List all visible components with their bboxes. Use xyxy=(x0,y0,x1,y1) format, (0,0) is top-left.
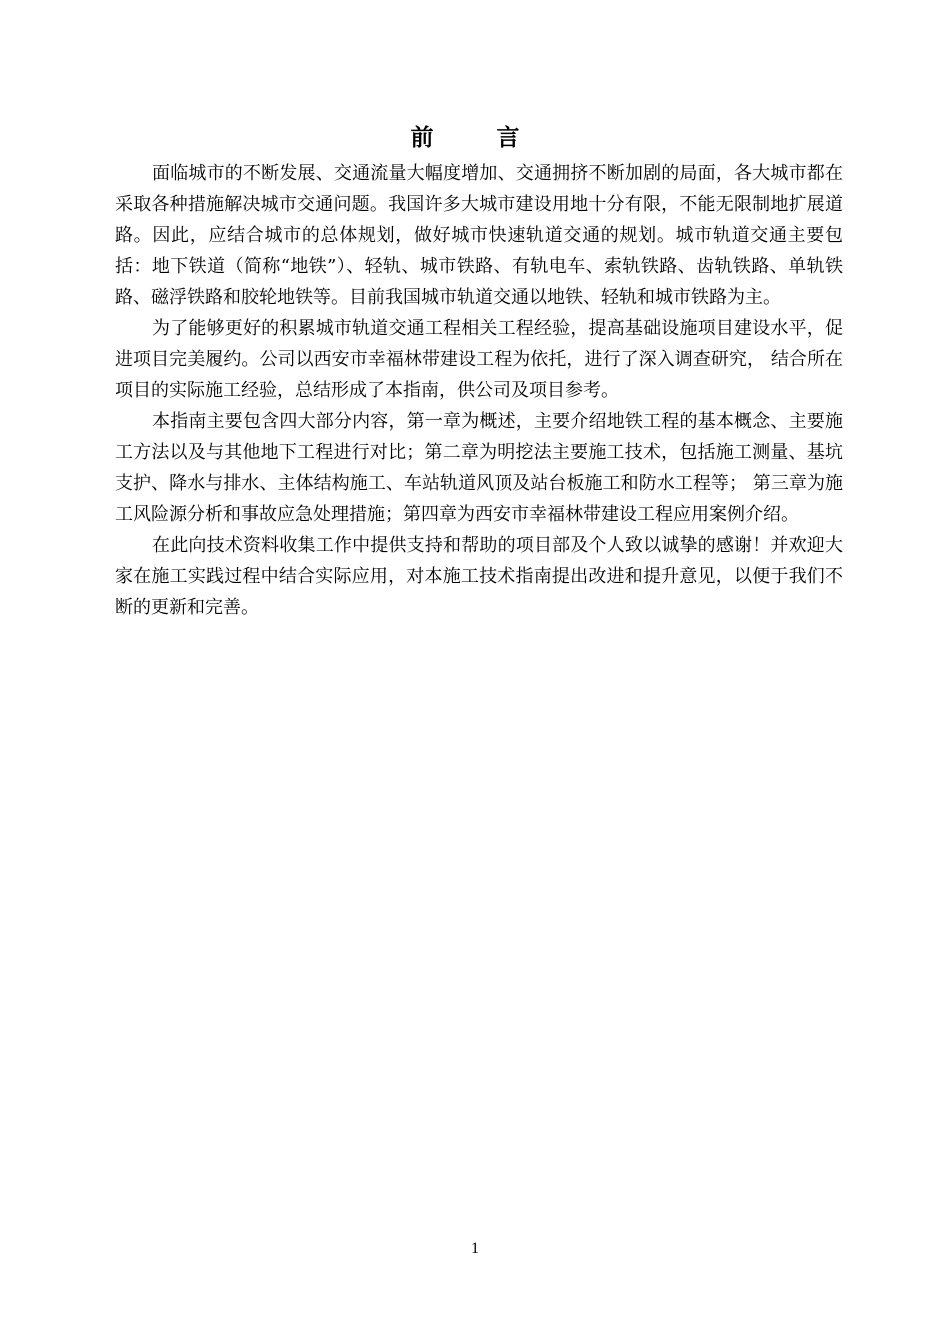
paragraph-1: 面临城市的不断发展、交通流量大幅度增加、交通拥挤不断加剧的局面，各大城市都在采取各种措施解决城市交通问题。我国许多大城市建设用地十分有限，不能无限制地扩展道路。因此，应结合城市的总体规划，做好城市快速轨道交通的规划。城市轨道交通主要包括：地下铁道（简称“地铁”）、轻轨、城市铁路、有轨电车、索轨铁路、齿轨铁路、单轨铁路、磁浮铁路和胶轮地铁等。目前我国城市轨道交通以地铁、轻轨和城市铁路为主。 xyxy=(115,163,843,308)
paragraph-3: 本指南主要包含四大部分内容，第一章为概述，主要介绍地铁工程的基本概念、主要施工方法以及与其他地下工程进行对比；第二章为明挖法主要施工技术，包括施工测量、基坑支护、降水与排水、主体结构施工、车站轨道风顶及站台板施工和防水工程等； 第三章为施工风险源分析和事故应急处理措施；第四章为西安市幸福林带建设工程应用案例介绍。 xyxy=(115,411,843,525)
page-title: 前 言 xyxy=(410,125,540,151)
preface-body xyxy=(115,158,843,623)
page-number: 1 xyxy=(471,1240,479,1257)
paragraph-2: 为了能够更好的积累城市轨道交通工程相关工程经验，提高基础设施项目建设水平，促进项目完美履约。公司以西安市幸福林带建设工程为依托，进行了深入调查研究， 结合所在项目的实际施工经验，总结形成了本指南，供公司及项目参考。 xyxy=(115,318,843,401)
paragraph-4: 在此向技术资料收集工作中提供支持和帮助的项目部及个人致以诚挚的感谢！并欢迎大家在施工实践过程中结合实际应用，对本施工技术指南提出改进和提升意见，以便于我们不断的更新和完善。 xyxy=(115,535,843,618)
